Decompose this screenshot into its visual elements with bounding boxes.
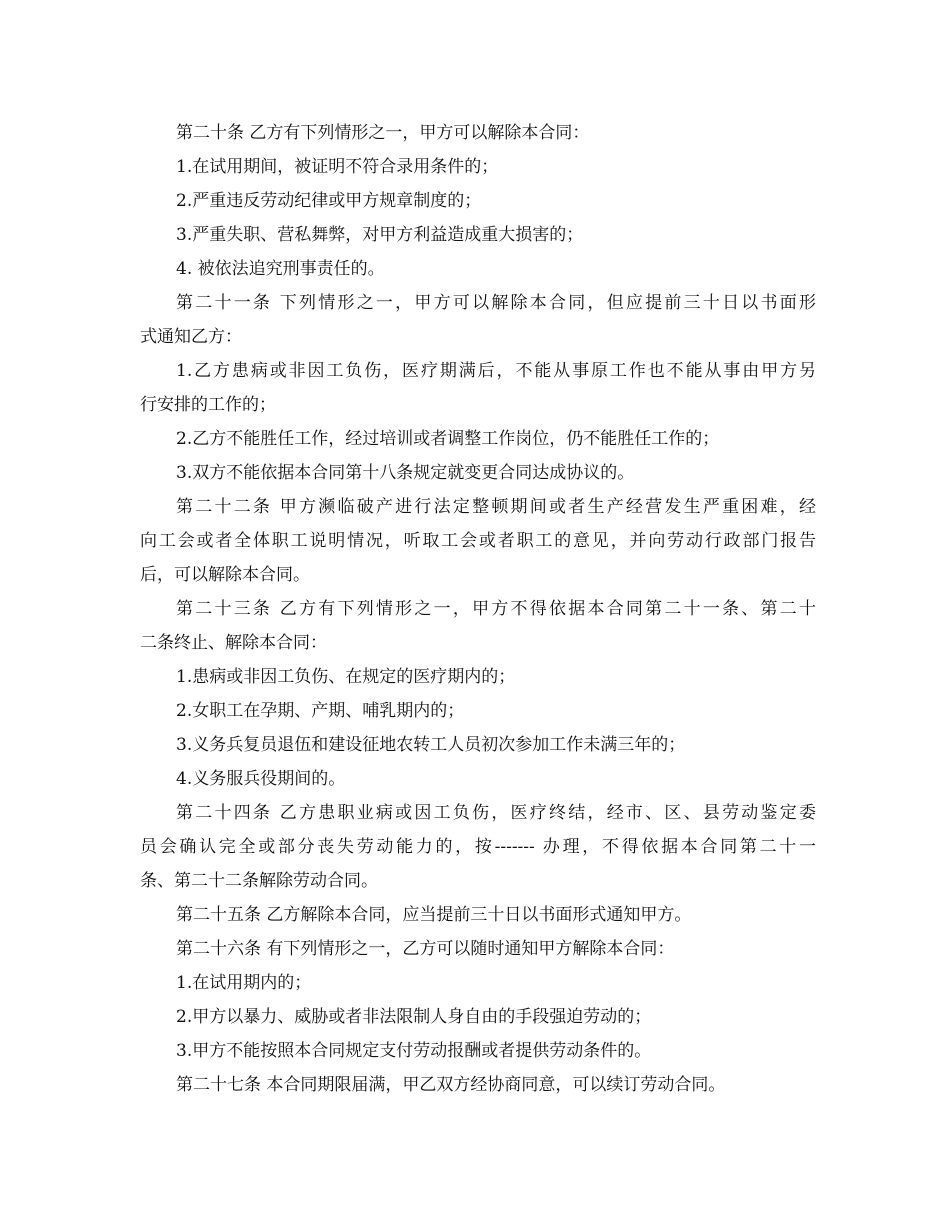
- article-22-text-cont-1: 向工会或者全体职工说明情况，听取工会或者职工的意见，并向劳动行政部门报告: [140, 531, 816, 551]
- article-20-item-2: 2.严重违反劳动纪律或甲方规章制度的；: [176, 191, 482, 211]
- article-21-item-3: 3.双方不能依据本合同第十八条规定就变更合同达成协议的。: [176, 463, 635, 483]
- article-21-item-1-cont: 行安排的工作的；: [140, 395, 276, 415]
- article-25-text: 第二十五条 乙方解除本合同，应当提前三十日以书面形式通知甲方。: [176, 905, 692, 925]
- article-23-item-3: 3.义务兵复员退伍和建设征地农转工人员初次参加工作未满三年的；: [176, 735, 686, 755]
- article-21-heading: 第二十一条 下列情形之一，甲方可以解除本合同，但应提前三十日以书面形: [176, 293, 816, 313]
- article-24-text-cont-1: 员会确认完全或部分丧失劳动能力的，按------- 办理，不得依据本合同第二十一: [140, 837, 816, 857]
- article-26-item-3: 3.甲方不能按照本合同规定支付劳动报酬或者提供劳动条件的。: [176, 1041, 652, 1061]
- article-23-item-4: 4.义务服兵役期间的。: [176, 769, 346, 789]
- article-22-text-cont-2: 后，可以解除本合同。: [140, 565, 310, 585]
- article-23-heading: 第二十三条 乙方有下列情形之一，甲方不得依据本合同第二十一条、第二十: [176, 599, 816, 619]
- article-21-item-1: 1.乙方患病或非因工负伤，医疗期满后，不能从事原工作也不能从事由甲方另: [176, 361, 816, 381]
- article-20-item-4: 4. 被依法追究刑事责任的。: [176, 259, 385, 279]
- article-20-item-1: 1.在试用期间，被证明不符合录用条件的；: [176, 157, 499, 177]
- article-21-heading-cont: 式通知乙方：: [140, 327, 242, 347]
- article-24-text-cont-2: 条、第二十二条解除劳动合同。: [140, 871, 378, 891]
- article-24-text: 第二十四条 乙方患职业病或因工负伤，医疗终结，经市、区、县劳动鉴定委: [176, 803, 816, 823]
- article-22-text: 第二十二条 甲方濒临破产进行法定整顿期间或者生产经营发生严重困难，经: [176, 497, 816, 517]
- article-27-text: 第二十七条 本合同期限届满，甲乙双方经协商同意，可以续订劳动合同。: [176, 1075, 726, 1095]
- article-26-item-1: 1.在试用期内的；: [176, 973, 312, 993]
- article-21-item-2: 2.乙方不能胜任工作，经过培训或者调整工作岗位，仍不能胜任工作的；: [176, 429, 720, 449]
- article-23-item-1: 1.患病或非因工负伤、在规定的医疗期内的；: [176, 667, 516, 687]
- article-23-item-2: 2.女职工在孕期、产期、哺乳期内的；: [176, 701, 465, 721]
- article-20-heading: 第二十条 乙方有下列情形之一，甲方可以解除本合同：: [176, 123, 590, 143]
- article-26-item-2: 2.甲方以暴力、威胁或者非法限制人身自由的手段强迫劳动的；: [176, 1007, 652, 1027]
- article-26-heading: 第二十六条 有下列情形之一，乙方可以随时通知甲方解除本合同：: [176, 939, 675, 959]
- article-20-item-3: 3.严重失职、营私舞弊，对甲方利益造成重大损害的；: [176, 225, 584, 245]
- contract-body: [140, 116, 816, 1102]
- article-23-heading-cont: 二条终止、解除本合同：: [140, 633, 327, 653]
